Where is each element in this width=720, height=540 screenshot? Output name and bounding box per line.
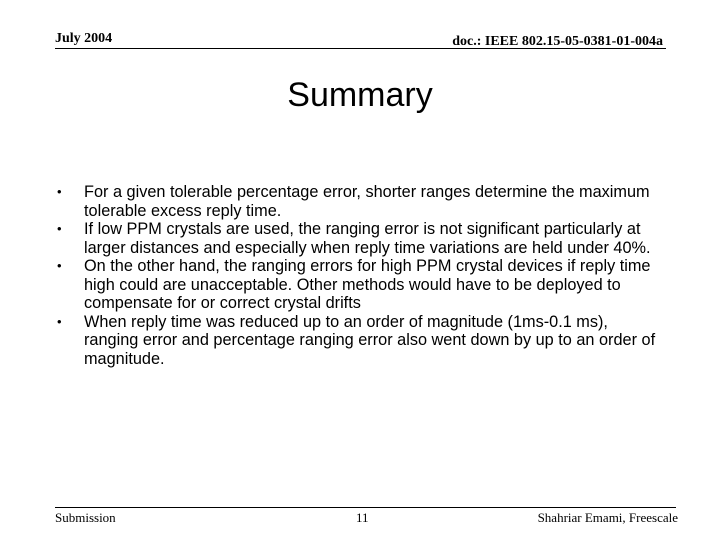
slide-title: Summary [287,76,433,114]
bullet-item [55,257,660,313]
footer-submission: Submission [55,510,116,525]
bullet-text: On the other hand, the ranging errors for high PPM crystal devices if reply time high could are unacceptable. Other methods would have to be deployed to compensate for or correct crystal drifts [84,257,651,312]
footer-page-number: 11 [356,510,369,525]
header-doc-id: doc.: IEEE 802.15-05-0381-01-004a [452,34,663,49]
bullet-item [55,220,660,257]
bullet-list [55,183,660,368]
footer-divider [55,507,676,508]
bullet-icon: • [57,313,62,329]
bullet-text: If low PPM crystals are used, the ranging error is not significant particularly at larger distances and especially when reply time variations are held under 40%. [84,220,651,257]
header-divider [55,48,666,49]
bullet-icon: • [57,221,62,236]
bullet-icon: • [57,184,62,199]
bullet-icon: • [57,258,62,273]
bullet-item [55,313,660,369]
footer-author: Shahriar Emami, Freescale [537,510,678,525]
bullet-item [55,183,660,220]
header-date: July 2004 [55,31,113,46]
bullet-text: For a given tolerable percentage error, shorter ranges determine the maximum tolerable excess reply time. [84,183,650,220]
bullet-text: When reply time was reduced up to an order of magnitude (1ms-0.1 ms), ranging error and percentage ranging error also went down by up to an order of magnitude. [84,312,656,368]
